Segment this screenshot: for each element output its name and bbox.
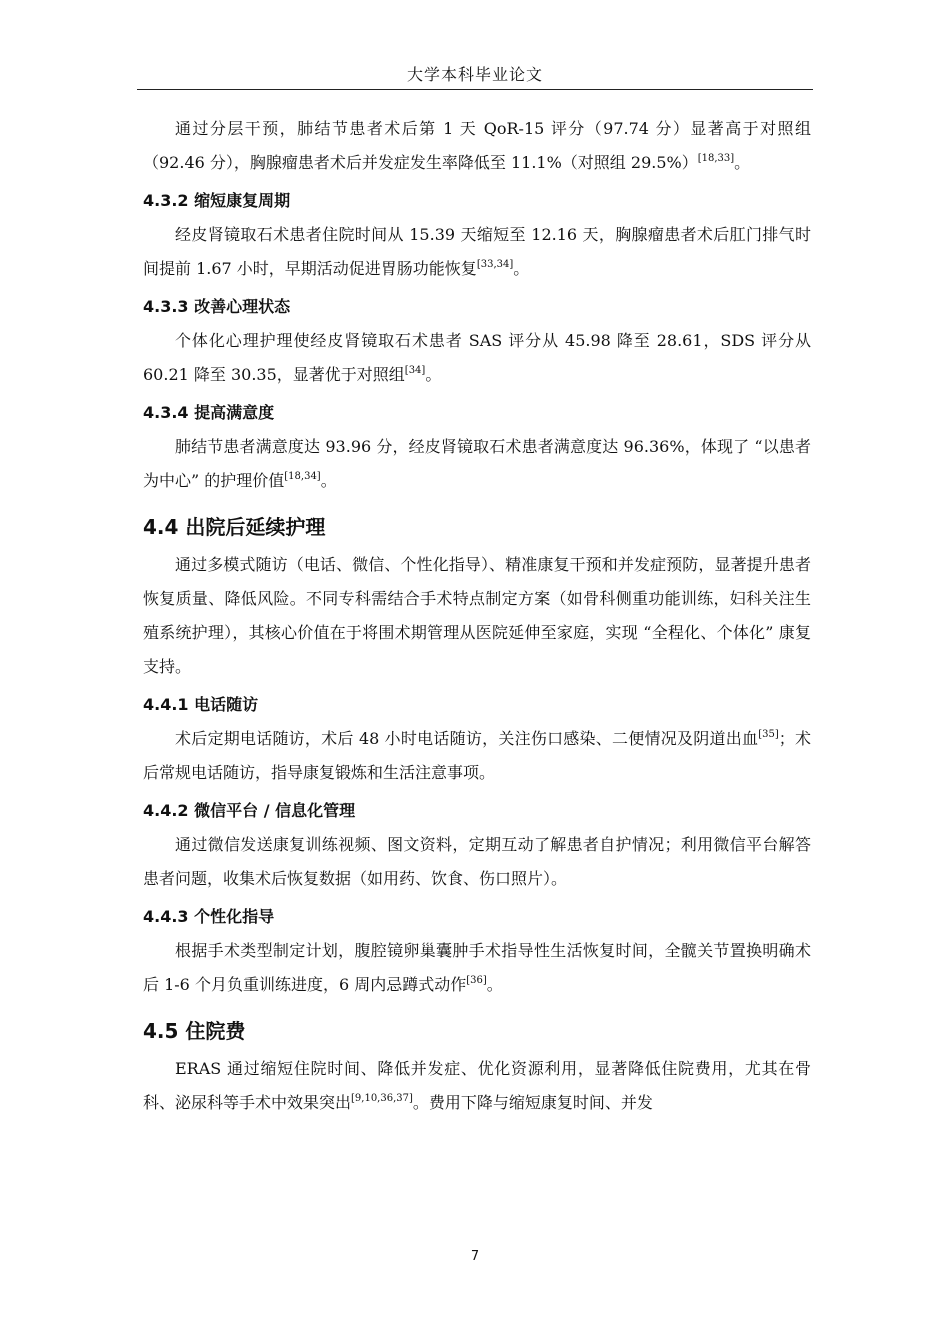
paragraph-continuing-care: 通过多模式随访（电话、微信、个性化指导）、精准康复干预和并发症预防，显著提升患者恢复质量、降低风险。不同专科需结合手术特点制定方案（如骨科侧重功能训练，妇科关注生殖系统护理），其核心价值在于将围术期管理从医院延伸至家庭，实现 “全程化、个体化” 康复支持。 [143, 555, 811, 676]
citation: [36] [466, 975, 487, 986]
heading-4-3-3: 4.3.3 改善心理状态 [143, 297, 291, 316]
paragraph-tail: 。 [425, 365, 442, 384]
paragraph-text: 根据手术类型制定计划，腹腔镜卵巢囊肿手术指导性生活恢复时间，全髋关节置换明确术后 1-6 个月负重训练进度，6 周内忌蹲式动作 [143, 941, 811, 994]
citation: [34] [404, 365, 426, 376]
citation: [18,34] [284, 471, 321, 482]
heading-4-4-2: 4.4.2 微信平台 / 信息化管理 [143, 801, 356, 820]
paragraph-tail: 。 [486, 975, 503, 994]
page-number: 7 [470, 1249, 480, 1264]
paragraph-personalized-guidance [143, 934, 811, 1002]
paragraph-text: 经皮肾镜取石术患者住院时间从 15.39 天缩短至 12.16 天，胸腺瘤患者术后肛门排气时间提前 1.67 小时，早期活动促进胃肠功能恢复 [143, 225, 811, 278]
citation: [35] [758, 729, 779, 740]
paragraph-shorten-recovery [143, 218, 811, 286]
header-divider [137, 89, 813, 90]
heading-4-4: 4.4 出院后延续护理 [143, 515, 326, 539]
heading-4-3-2: 4.3.2 缩短康复周期 [143, 191, 291, 210]
heading-4-5: 4.5 住院费 [143, 1019, 246, 1043]
paragraph-text: 术后定期电话随访，术后 48 小时电话随访，关注伤口感染、二便情况及阴道出血 [175, 729, 759, 748]
paragraph-text: 通过分层干预，肺结节患者术后第 1 天 QoR-15 评分（97.74 分）显著高于对照组（92.46 分），胸腺瘤患者术后并发症发生率降低至 11.1%（对照组 29.5%） [143, 119, 811, 172]
paragraph-hospital-cost [143, 1052, 811, 1120]
paragraph-wechat-platform: 通过微信发送康复训练视频、图文资料，定期互动了解患者自护情况；利用微信平台解答患者问题，收集术后恢复数据（如用药、饮食、伤口照片）。 [143, 835, 811, 888]
paragraph-tail: 。 [734, 153, 751, 172]
running-header: 大学本科毕业论文 [406, 65, 543, 84]
paragraph-tail: 。 [320, 471, 337, 490]
paragraph-satisfaction [143, 430, 811, 498]
paragraph-stratified-intervention [143, 112, 811, 180]
paragraph-psychology [143, 324, 811, 392]
heading-4-4-3: 4.4.3 个性化指导 [143, 907, 275, 926]
heading-4-3-4: 4.3.4 提高满意度 [143, 403, 275, 422]
page-body [143, 112, 811, 1128]
paragraph-tail: 。 [513, 259, 530, 278]
citation: [18,33] [697, 153, 735, 164]
citation: [9,10,36,37] [351, 1093, 413, 1104]
heading-4-4-1: 4.4.1 电话随访 [143, 695, 259, 714]
paragraph-tail: ；术后常规电话随访，指导康复锻炼和生活注意事项。 [143, 729, 811, 782]
paragraph-tail: 。费用下降与缩短康复时间、并发 [412, 1093, 653, 1112]
paragraph-text: 肺结节患者满意度达 93.96 分，经皮肾镜取石术患者满意度达 96.36%，体现了 “以患者为中心” 的护理价值 [143, 437, 811, 490]
citation: [33,34] [476, 259, 514, 270]
paragraph-text: 个体化心理护理使经皮肾镜取石术患者 SAS 评分从 45.98 降至 28.61，SDS 评分从 60.21 降至 30.35，显著优于对照组 [143, 331, 811, 384]
paragraph-text: ERAS 通过缩短住院时间、降低并发症、优化资源利用，显著降低住院费用，尤其在骨科、泌尿科等手术中效果突出 [143, 1059, 811, 1112]
paragraph-phone-followup [143, 722, 811, 790]
